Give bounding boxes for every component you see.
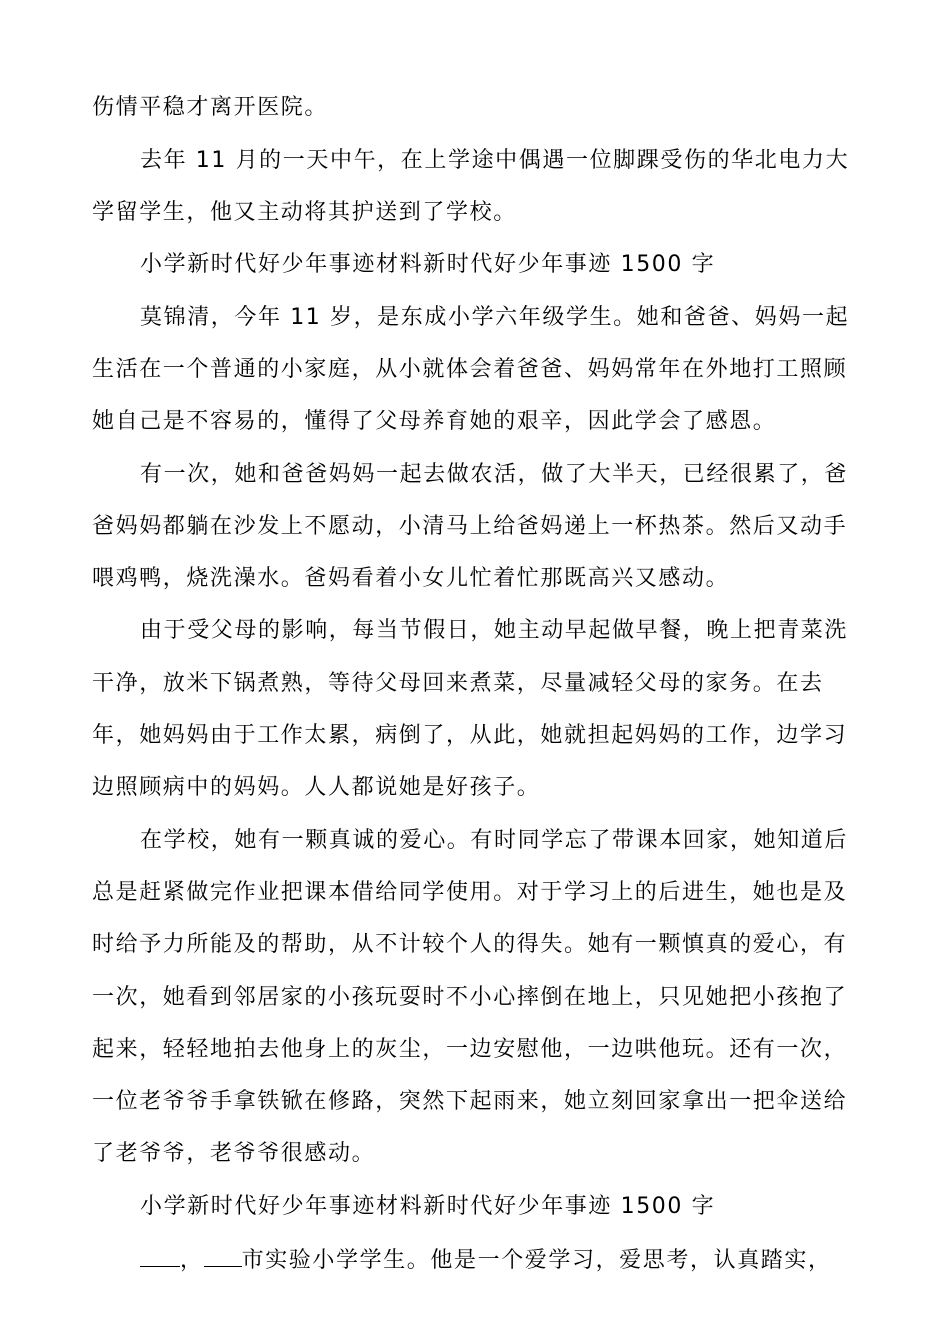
text-line: 莫锦清，今年 11 岁，是东成小学六年级学生。她和爸爸、妈妈一起 — [140, 305, 850, 330]
text-line: 学留学生，他又主动将其护送到了学校。 — [92, 200, 517, 225]
text-line: 去年 11 月的一天中午，在上学途中偶遇一位脚踝受伤的华北电力大 — [140, 148, 850, 173]
text-line: 喂鸡鸭，烧洗澡水。爸妈看着小女儿忙着忙那既高兴又感动。 — [92, 566, 730, 591]
text-line: 爸妈妈都躺在沙发上不愿动，小清马上给爸妈递上一杯热茶。然后又动手 — [92, 514, 848, 539]
text-line: 时给予力所能及的帮助，从不计较个人的得失。她有一颗慎真的爱心，有 — [92, 932, 848, 957]
text-line: 她自己是不容易的，懂得了父母养育她的艰辛，因此学会了感恩。 — [92, 409, 777, 434]
text-line: 由于受父母的影响，每当节假日，她主动早起做早餐，晚上把青菜洗 — [140, 618, 849, 643]
text-line: 一位老爷爷手拿铁锨在修路，突然下起雨来，她立刻回家拿出一把伞送给 — [92, 1089, 848, 1114]
text-line-with-blanks — [140, 1244, 832, 1276]
text-line: 伤情平稳才离开医院。 — [92, 95, 329, 120]
text-line: 起来，轻轻地拍去他身上的灰尘，一边安慰他，一边哄他玩。还有一次， — [92, 1037, 848, 1062]
text-line: 边照顾病中的妈妈。人人都说她是好孩子。 — [92, 775, 541, 800]
text-line: 在学校，她有一颗真诚的爱心。有时同学忘了带课本回家，她知道后 — [140, 828, 849, 853]
section-heading: 小学新时代好少年事迹材料新时代好少年事迹 1500 字 — [140, 1194, 716, 1219]
text-line: 总是赶紧做完作业把课本借给同学使用。对于学习上的后进生，她也是及 — [92, 880, 848, 905]
text-line: 干净，放米下锅煮熟，等待父母回来煮菜，尽量减轻父母的家务。在去 — [92, 671, 824, 696]
text-line: 年，她妈妈由于工作太累，病倒了，从此，她就担起妈妈的工作，边学习 — [92, 723, 848, 748]
text-line: 一次，她看到邻居家的小孩玩耍时不小心摔倒在地上，只见她把小孩抱了 — [92, 985, 848, 1010]
fill-in-blank — [140, 1244, 180, 1267]
comma: ， — [180, 1248, 204, 1273]
fill-in-blank — [204, 1244, 242, 1267]
text-line: 有一次，她和爸爸妈妈一起去做农活，做了大半天，已经很累了，爸 — [140, 462, 849, 487]
text-segment: 市实验小学学生。他是一个爱学习，爱思考，认真踏实， — [241, 1248, 832, 1273]
section-heading: 小学新时代好少年事迹材料新时代好少年事迹 1500 字 — [140, 252, 716, 277]
text-line: 了老爷爷，老爷爷很感动。 — [92, 1141, 376, 1166]
text-line: 生活在一个普通的小家庭，从小就体会着爸爸、妈妈常年在外地打工照顾 — [92, 357, 848, 382]
